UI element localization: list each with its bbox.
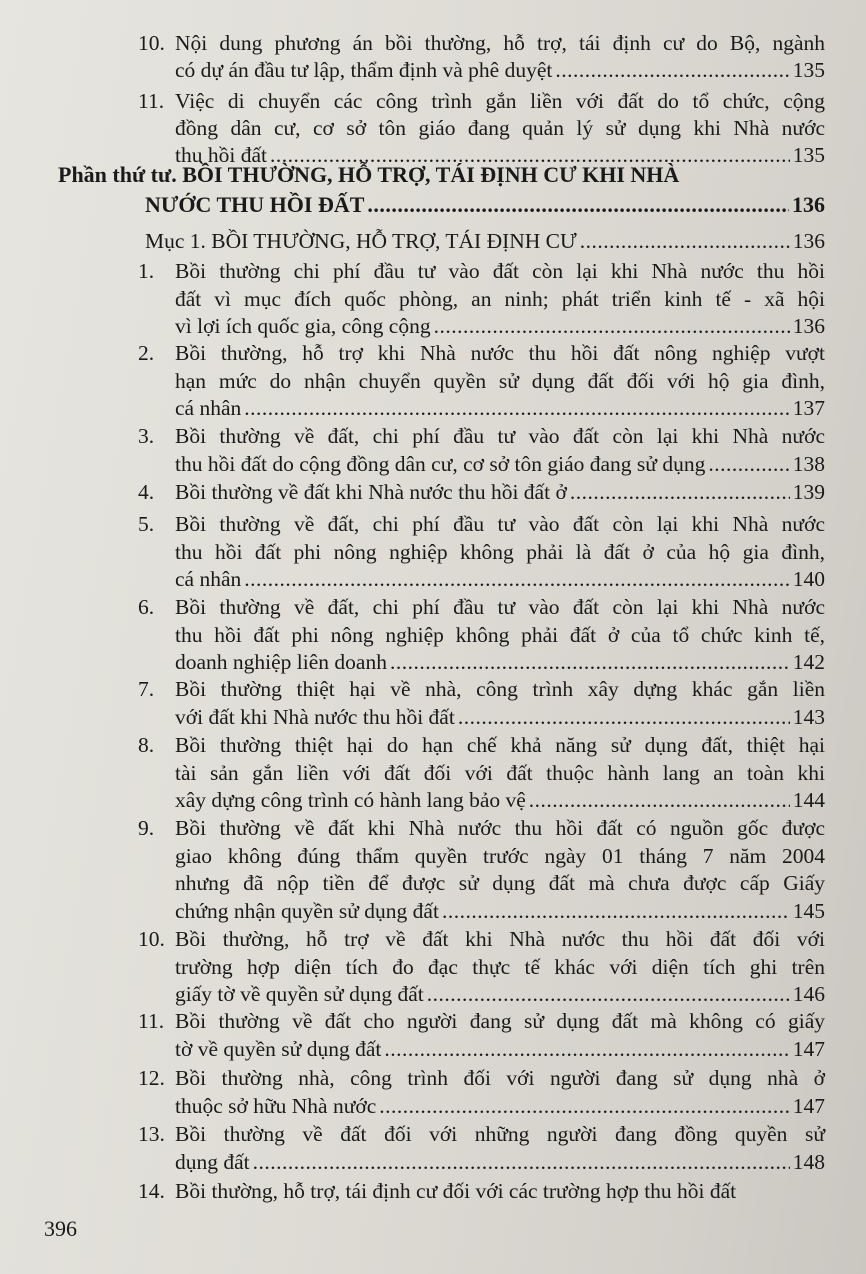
toc-entry-text: Bồi thường, hỗ trợ, tái định cư đối với các trường hợp thu hồi đất [175,1179,737,1203]
dot-leader [434,313,790,340]
toc-entry-number: 11. [138,89,165,113]
toc-entry-text: Bồi thường về đất đối với những người đang đồng quyền sử [175,1122,825,1146]
toc-entry-number: 11. [138,1009,165,1033]
dot-leader [458,704,790,731]
dot-leader [384,1036,789,1063]
page-number: 396 [44,1216,77,1241]
dot-leader [555,57,789,84]
toc-entry-text: Bồi thường về đất, chi phí đầu tư vào đất còn lại khi Nhà nước [175,424,825,448]
toc-entry-page: 137 [792,396,825,421]
toc-entry-text: thu hồi đất [175,143,267,167]
dot-leader [390,649,790,676]
toc-entry-text: Bồi thường về đất khi Nhà nước thu hồi đất có nguồn gốc được [175,816,825,840]
part-heading-text: NƯỚC THU HỒI ĐẤT [145,192,365,217]
toc-entry-last-line [175,566,825,593]
toc-entry-page: 146 [792,982,825,1007]
toc-entry-text: thu hồi đất phi nông nghiệp không phải đất ở của tổ chức kinh tế, [175,622,825,647]
toc-entry-number: 6. [138,595,155,619]
toc-entry-page: 147 [792,1036,825,1061]
toc-entry-text: vì lợi ích quốc gia, công cộng [175,314,431,339]
toc-entry-text: trường hợp diện tích đo đạc thực tế khác với diện tích ghi trên [175,954,825,979]
toc-entry-page: 139 [792,480,825,504]
toc-entry-page: 138 [792,451,825,476]
toc-entry-text: Bồi thường thiệt hại do hạn chế khả năng sử dụng đất, thiệt hại [175,733,825,757]
dot-leader [270,142,790,169]
toc-entry-text: Bồi thường, hỗ trợ khi Nhà nước thu hồi đất nông nghiệp vượt [175,341,825,365]
toc-entry-text: cá nhân [175,396,242,421]
dot-leader [253,1149,790,1176]
toc-entry-text: thuộc sở hữu Nhà nước [175,1093,377,1118]
toc-entry-text: dụng đất [175,1149,250,1174]
toc-entry-number: 1. [138,259,155,283]
part-heading-line-2 [145,192,825,219]
toc-entry-text: Bồi thường về đất khi Nhà nước thu hồi đất ở [175,480,567,504]
section-heading [145,228,825,255]
toc-entry-last-line [175,395,825,422]
toc-entry-page: 145 [792,898,825,923]
toc-entry-text: với đất khi Nhà nước thu hồi đất [175,704,455,729]
toc-entry-page: 136 [792,314,825,339]
dot-leader [442,898,790,925]
part-heading-line-1: Phần thứ tư. BỒI THƯỜNG, HỖ TRỢ, TÁI ĐỊNH CƯ KHI NHÀ [58,162,680,187]
dot-leader [244,566,789,593]
dot-leader [379,1093,789,1120]
toc-entry-text: giấy tờ về quyền sử dụng đất [175,982,424,1007]
toc-entry-text: giao không đúng thẩm quyền trước ngày 01 tháng 7 năm 2004 [175,843,825,868]
toc-entry-text: có dự án đầu tư lập, thẩm định và phê duyệt [175,58,553,82]
toc-entry-number: 10. [138,31,165,55]
toc-entry-last-line [175,479,825,506]
toc-entry-text: Bồi thường chi phí đầu tư vào đất còn lại khi Nhà nước thu hồi [175,259,825,283]
toc-entry-text: Bồi thường, hỗ trợ về đất khi Nhà nước thu hồi đất đối với [175,927,825,951]
part-heading-leader [367,192,789,219]
toc-entry-page: 143 [792,704,825,729]
toc-entry-text: Nội dung phương án bồi thường, hỗ trợ, tái định cư do Bộ, ngành [175,31,825,55]
toc-entry-number: 7. [138,677,155,701]
toc-entry-last-line [175,981,825,1008]
toc-entry-last-line [175,1093,825,1120]
section-heading-leader [580,228,790,255]
toc-entry-text: Bồi thường về đất cho người đang sử dụng đất mà không có giấy [175,1009,825,1033]
toc-entry-number: 8. [138,733,155,757]
toc-entry-page: 135 [792,58,825,82]
dot-leader [570,479,790,506]
toc-entry-last-line [175,787,825,814]
toc-entry-last-line [175,1149,825,1176]
toc-entry-page: 148 [792,1149,825,1174]
toc-entry-last-line [175,704,825,731]
toc-entry-number: 3. [138,424,155,448]
section-heading-page: 136 [792,229,825,253]
toc-entry-page: 142 [792,650,825,675]
toc-entry-number: 14. [138,1179,165,1203]
toc-entry-number: 5. [138,512,155,536]
toc-entry-number: 12. [138,1066,165,1090]
toc-entry-text: Bồi thường nhà, công trình đối với người đang sử dụng nhà ở [175,1066,825,1090]
toc-entry-text: cá nhân [175,567,242,592]
toc-entry-text: thu hồi đất phi nông nghiệp không phải là đất ở của hộ gia đình, [175,539,825,564]
toc-entry-text: xây dựng công trình có hành lang bảo vệ [175,788,526,813]
toc-entry-number: 9. [138,816,155,840]
section-heading-text: Mục 1. BỒI THƯỜNG, HỖ TRỢ, TÁI ĐỊNH CƯ [145,229,577,253]
toc-entry-number: 10. [138,927,165,951]
toc-entry-text: hạn mức do nhận chuyển quyền sử dụng đất đối với hộ gia đình, [175,368,825,393]
toc-entry-last-line [175,898,825,925]
toc-entry-text: thu hồi đất do cộng đồng dân cư, cơ sở tôn giáo đang sử dụng [175,451,706,476]
toc-entry-number: 2. [138,341,155,365]
toc-entry-last-line [175,1036,825,1063]
toc-entry-number: 13. [138,1122,165,1146]
toc-entry-text: chứng nhận quyền sử dụng đất [175,898,439,923]
dot-leader [427,981,790,1008]
toc-entry-page: 140 [792,567,825,592]
toc-entry-last-line [175,649,825,676]
toc-entry-last-line [175,313,825,340]
toc-entry-page: 135 [792,143,825,167]
toc-entry-text: tờ về quyền sử dụng đất [175,1036,382,1061]
toc-entry-text: nhưng đã nộp tiền để được sử dụng đất mà chưa được cấp Giấy [175,871,825,896]
toc-entry-last-line [175,142,825,169]
toc-entry-page: 147 [792,1093,825,1118]
toc-entry-text: doanh nghiệp liên doanh [175,650,387,675]
dot-leader [708,451,789,478]
toc-entry-text: Bồi thường về đất, chi phí đầu tư vào đất còn lại khi Nhà nước [175,512,825,536]
toc-entry-text: tài sản gắn liền với đất đối với đất thuộc hành lang an toàn khi [175,760,825,785]
part-heading-page: 136 [792,192,825,217]
toc-entry-page: 144 [792,788,825,813]
dot-leader [529,787,790,814]
toc-entry-text: đồng dân cư, cơ sở tôn giáo đang quản lý sử dụng khi Nhà nước [175,116,825,140]
toc-entry-text: Việc di chuyển các công trình gắn liền với đất do tổ chức, cộng [175,89,825,113]
toc-entry-text: Bồi thường về đất, chi phí đầu tư vào đất còn lại khi Nhà nước [175,595,825,619]
toc-entry-last-line [175,451,825,478]
toc-entry-last-line [175,57,825,84]
toc-entry-number: 4. [138,480,155,504]
toc-entry-text: đất vì mục đích quốc phòng, an ninh; phát triển kinh tế - xã hội [175,286,825,311]
toc-entry-text: Bồi thường thiệt hại về nhà, công trình xây dựng khác gắn liền [175,677,825,701]
dot-leader [244,395,789,422]
